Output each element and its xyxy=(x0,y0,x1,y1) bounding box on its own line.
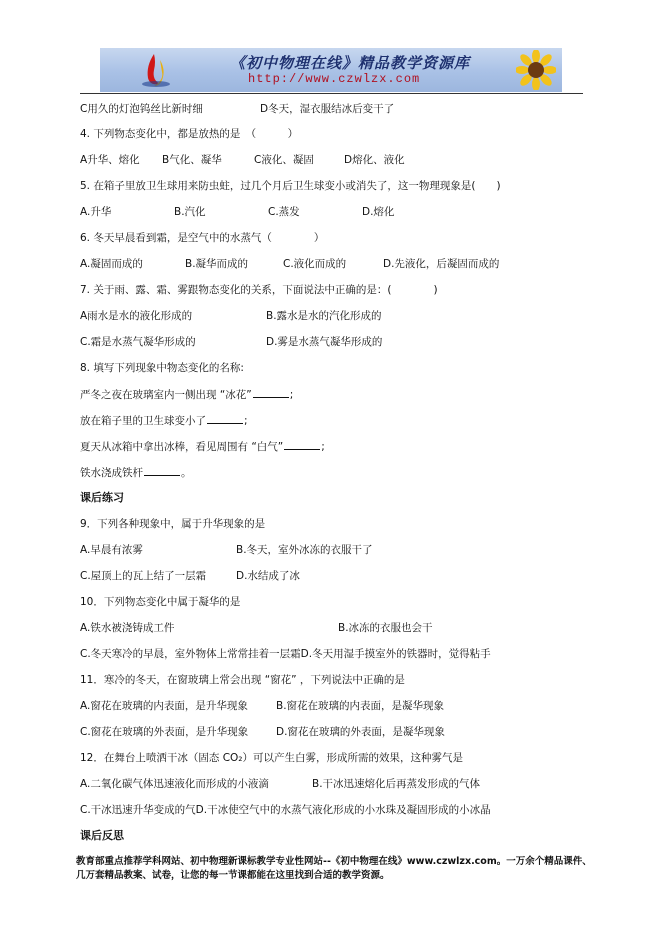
option-a: A.铁水被浇铸成工件 xyxy=(80,622,175,634)
q12-options-cd xyxy=(80,803,491,817)
q8-item-d xyxy=(80,465,192,480)
option-c: C.干冰迅速升华变成的气 xyxy=(80,804,196,816)
option-b: B气化、凝华 xyxy=(162,154,222,166)
question-4: 4. 下列物态变化中，都是放热的是 （ ） xyxy=(80,128,299,140)
header-divider xyxy=(80,93,583,94)
sunflower-icon xyxy=(516,50,556,90)
option-d: D.先液化，后凝固而成的 xyxy=(383,258,500,270)
header-banner xyxy=(100,48,562,92)
q10-options-ab xyxy=(80,621,433,635)
option-d: D.水结成了冰 xyxy=(236,570,300,582)
q7-options-ab xyxy=(80,309,382,323)
banner-title: 《初中物理在线》精品教学资源库 xyxy=(230,54,471,72)
q8a-punct: ; xyxy=(289,389,294,401)
option-b: B.窗花在玻璃的内表面，是凝华现象 xyxy=(276,700,445,712)
footer-line-1: 教育部重点推荐学科网站、初中物理新课标教学专业性网站--《初中物理在线》www.czwlzx.com。一万余个精品课件、 xyxy=(76,856,592,867)
question-11: 11．寒冷的冬天，在窗玻璃上常会出现 “窗花” ，下列说法中正确的是 xyxy=(80,674,405,686)
answer-blank[interactable] xyxy=(144,465,180,476)
q12-options-ab xyxy=(80,777,480,791)
section-heading-practice: 课后练习 xyxy=(80,491,124,504)
option-a: A.升华 xyxy=(80,206,112,218)
question-5: 5. 在箱子里放卫生球用来防虫蛀，过几个月后卫生球变小或消失了，这一物理现象是( ) xyxy=(80,180,501,192)
q7-options-cd xyxy=(80,335,382,349)
q8c-text: 夏天从冰箱中拿出冰棒，看见周围有 “白气” xyxy=(80,441,284,453)
banner-url[interactable]: http://www.czwlzx.com xyxy=(248,72,421,86)
q11-options-ab xyxy=(80,699,444,713)
q3-options-cd xyxy=(80,102,394,116)
question-10: 10．下列物态变化中属于凝华的是 xyxy=(80,596,241,608)
question-8: 8. 填写下列现象中物态变化的名称: xyxy=(80,362,244,374)
option-d: D.熔化 xyxy=(362,206,395,218)
option-c: C.窗花在玻璃的外表面，是升华现象 xyxy=(80,726,249,738)
option-a: A升华、熔化 xyxy=(80,154,140,166)
option-a: A.早晨有浓雾 xyxy=(80,544,143,556)
q8d-text: 铁水浇成铁杆 xyxy=(80,467,143,479)
q10-options-cd xyxy=(80,647,491,661)
q8b-text: 放在箱子里的卫生球变小了 xyxy=(80,415,206,427)
q8-item-c xyxy=(80,439,325,454)
option-a: A.窗花在玻璃的内表面，是升华现象 xyxy=(80,700,248,712)
q11-options-cd xyxy=(80,725,445,739)
option-c: C.蒸发 xyxy=(268,206,300,218)
option-d: D.干冰使空气中的水蒸气液化形成的小水珠及凝固形成的小冰晶 xyxy=(195,804,491,816)
question-6: 6. 冬天早晨看到霜，是空气中的水蒸气（ ） xyxy=(80,232,325,244)
option-b: B.冬天，室外冰冻的衣服干了 xyxy=(236,544,373,556)
q6-options xyxy=(80,257,499,271)
option-d: D.冬天用湿手摸室外的铁器时，觉得粘手 xyxy=(300,648,491,660)
option-c: C液化、凝固 xyxy=(254,154,314,166)
option-a: A.凝固而成的 xyxy=(80,258,143,270)
q9-options-ab xyxy=(80,543,373,557)
q4-options xyxy=(80,153,405,167)
q8b-punct: ; xyxy=(244,415,248,427)
q8d-punct: 。 xyxy=(181,467,192,479)
option-c: C.屋顶上的瓦上结了一层霜 xyxy=(80,570,207,582)
site-logo-icon xyxy=(136,50,176,90)
option-b: B.冰冻的衣服也会干 xyxy=(338,622,433,634)
q8c-punct: ; xyxy=(321,441,325,453)
q8a-text: 严冬之夜在玻璃室内一侧出现 “冰花” xyxy=(80,389,252,401)
option-c: C.液化而成的 xyxy=(283,258,347,270)
option-d: D.窗花在玻璃的外表面，是凝华现象 xyxy=(276,726,445,738)
answer-blank[interactable] xyxy=(284,439,320,450)
option-a: A雨水是水的液化形成的 xyxy=(80,310,193,322)
question-7: 7. 关于雨、露、霜、雾跟物态变化的关系，下面说法中正确的是：( ) xyxy=(80,284,438,296)
option-b: B.凝华而成的 xyxy=(185,258,249,270)
section-heading-reflection: 课后反思 xyxy=(80,829,124,842)
option-b: B.干冰迅速熔化后再蒸发形成的气体 xyxy=(312,778,481,790)
option-a: A.二氧化碳气体迅速液化而形成的小液滴 xyxy=(80,778,269,790)
option-d: D.雾是水蒸气凝华形成的 xyxy=(266,336,383,348)
option-b: B.露水是水的汽化形成的 xyxy=(266,310,382,322)
question-9: 9．下列各种现象中，属于升华现象的是 xyxy=(80,518,266,530)
q9-options-cd xyxy=(80,569,300,583)
answer-blank[interactable] xyxy=(207,413,243,424)
option-c: C用久的灯泡钨丝比新时细 xyxy=(80,103,203,115)
option-d: D冬天，湿衣服结冰后变干了 xyxy=(260,103,395,115)
option-d: D熔化、液化 xyxy=(344,154,405,166)
q8-item-b xyxy=(80,413,248,428)
option-c: C.霜是水蒸气凝华形成的 xyxy=(80,336,196,348)
option-b: B.汽化 xyxy=(174,206,206,218)
q8-item-a xyxy=(80,387,293,402)
q5-options xyxy=(80,205,394,219)
footer-line-2: 几万套精品教案、试卷，让您的每一节课都能在这里找到合适的教学资源。 xyxy=(76,870,390,881)
option-c: C.冬天寒冷的早晨，室外物体上常常挂着一层霜 xyxy=(80,648,301,660)
answer-blank[interactable] xyxy=(253,387,289,398)
question-12: 12．在舞台上喷洒干冰（固态 CO₂）可以产生白雾，形成所需的效果，这种雾气是 xyxy=(80,752,464,764)
